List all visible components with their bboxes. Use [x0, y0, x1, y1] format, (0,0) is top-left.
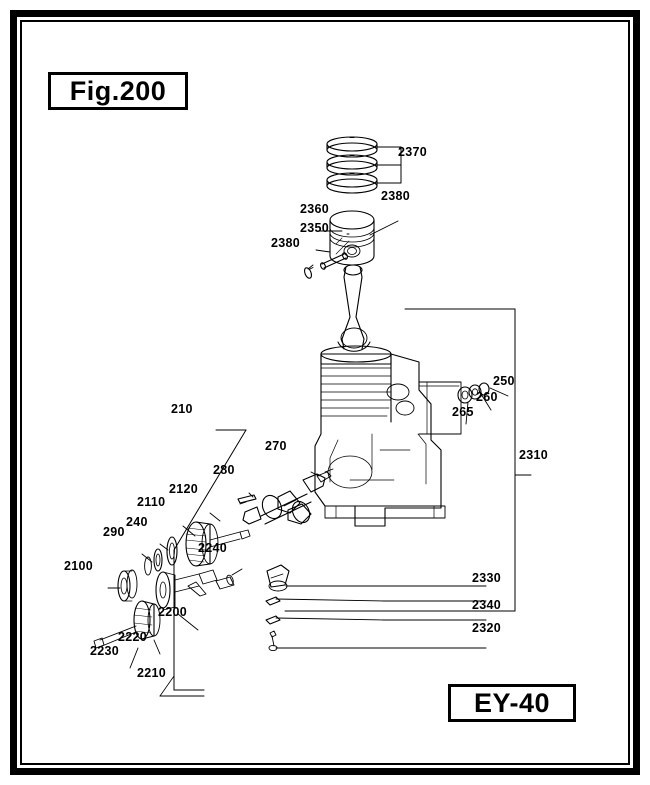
part-label-250: 250 [493, 374, 515, 388]
part-label-2360: 2360 [300, 202, 330, 216]
part-label-2330: 2330 [472, 571, 502, 585]
part-label-260: 260 [476, 390, 498, 404]
part-label-2210: 2210 [137, 666, 167, 680]
part-label-2110: 2110 [137, 495, 166, 509]
part-label-280: 280 [213, 463, 235, 477]
piston-rings [327, 137, 401, 193]
part-label-2370: 2370 [398, 145, 428, 159]
part-label-270: 270 [265, 439, 287, 453]
part-label-2320: 2320 [472, 621, 502, 635]
part-label-2100: 2100 [64, 559, 94, 573]
part-label-2220: 2220 [118, 630, 148, 644]
part-label-2240: 2240 [198, 541, 228, 555]
crankcase-block [315, 346, 461, 526]
part-label-265: 265 [452, 405, 474, 419]
part-label-2200: 2200 [158, 605, 188, 619]
leader-lines [108, 309, 531, 696]
connecting-rod [338, 265, 370, 351]
part-label-2120: 2120 [169, 482, 199, 496]
part-label-2380-clip: 2380 [271, 236, 301, 250]
valve-train-parts [266, 565, 384, 651]
part-label-210: 210 [171, 402, 193, 416]
part-label-2230: 2230 [90, 644, 120, 658]
part-label-2380: 2380 [381, 189, 411, 203]
figure-title: Fig.200 [48, 72, 188, 110]
part-label-2340: 2340 [472, 598, 502, 612]
model-title: EY-40 [448, 684, 576, 722]
part-label-2310: 2310 [519, 448, 549, 462]
part-label-290: 290 [103, 525, 125, 539]
part-label-240: 240 [126, 515, 148, 529]
part-label-2350: 2350 [300, 221, 330, 235]
